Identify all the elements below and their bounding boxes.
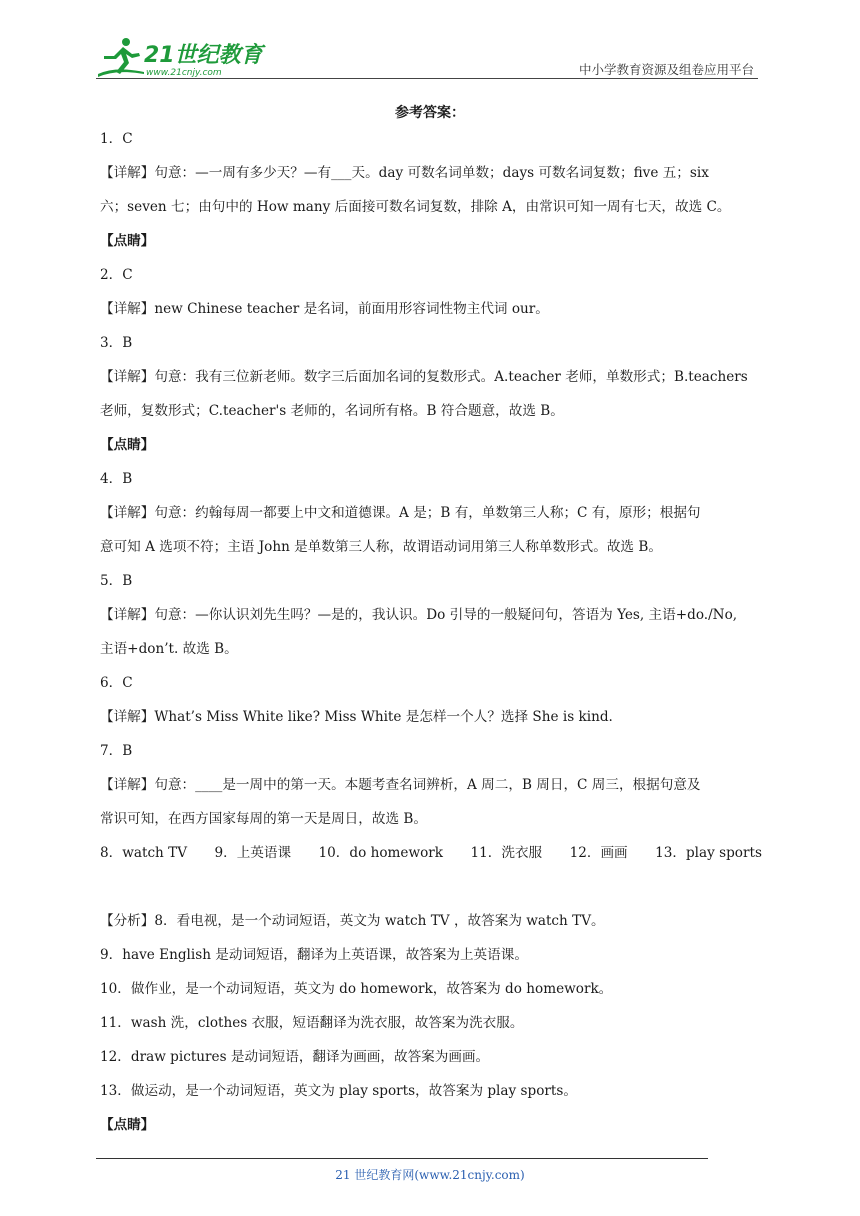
section-tag: 【详解】 [100,505,155,521]
explanation-line [100,156,762,190]
explanation-text: 句意：约翰每周一都要上中文和道德课。A 是；B 有，单数第三人称；C 有，原形；根据句 [154,505,701,521]
page-title: 参考答案： [395,105,465,121]
answer-line: 4．B [100,471,133,487]
section-tag: 【分析】 [100,913,155,929]
answer-line: 2．C [100,267,133,283]
explanation-text: new Chinese teacher 是名词，前面用形容词性物主代词 our。 [154,301,549,317]
continuation-line: 11．wash 洗，clothes 衣服，短语翻译为洗衣服，故答案为洗衣服。 [100,1015,524,1031]
explanation-line [100,598,762,632]
explanation-line [100,904,762,938]
section-tag: 【详解】 [100,301,155,317]
section-tag: 【详解】 [100,777,155,793]
continuation-line: 老师，复数形式；C.teacher's 老师的，名词所有格。B 符合题意，故选 B。 [100,403,564,419]
page-header [96,30,758,80]
section-tag: 【详解】 [100,709,155,725]
explanation-line [100,768,762,802]
explanation-text: 句意：我有三位新老师。数字三后面加名词的复数形式。A.teacher 老师，单数形式；B.teachers [154,369,748,385]
logo-url: www.21cnjy.com [146,68,222,78]
answer-content [100,122,762,1142]
answer-line: 7．B [100,743,133,759]
blank-spacer [100,870,762,904]
phrase-answers-row [100,836,762,870]
answer-line: 1．C [100,131,133,147]
continuation-line: 9．have English 是动词短语，翻译为上英语课，故答案为上英语课。 [100,947,528,963]
tip-heading [100,224,762,258]
logo-text: 21世纪教育 [144,43,263,68]
explanation-line [100,360,762,394]
continuation-line: 13．做运动，是一个动词短语，英文为 play sports，故答案为 play sports。 [100,1083,577,1099]
continuation-line: 10．做作业，是一个动词短语，英文为 do homework，故答案为 do homework。 [100,981,613,997]
header-divider [96,78,758,79]
site-logo [96,34,266,78]
section-tag: 【详解】 [100,165,155,181]
section-tag: 【详解】 [100,607,155,623]
continuation-line: 六；seven 七；由句中的 How many 后面接可数名词复数，排除 A，由常识可知一周有七天，故选 C。 [100,199,731,215]
continuation-line: 主语+don’t. 故选 B。 [100,641,238,657]
phrase-answer: 8．watch TV [100,845,188,861]
answer-line: 6．C [100,675,133,691]
explanation-text: What’s Miss White like? Miss White 是怎样一个人？选择 She is kind. [154,709,613,725]
phrase-answer: 10．do homework [318,845,444,861]
explanation-text: 8．看电视，是一个动词短语，英文为 watch TV ，故答案为 watch TV。 [154,913,605,929]
section-tag: 【点睛】 [100,1117,155,1133]
explanation-text: 句意：—一周有多少天？—有___天。day 可数名词单数；days 可数名词复数；five 五；six [154,165,709,181]
footer-text: 21 世纪教育网(www.21cnjy.com) [335,1168,525,1182]
section-tag: 【点睛】 [100,437,155,453]
answer-line: 3．B [100,335,133,351]
explanation-line [100,496,762,530]
continuation-line: 常识可知，在西方国家每周的第一天是周日，故选 B。 [100,811,427,827]
phrase-answer: 11．洗衣服 [470,845,543,861]
section-tag: 【详解】 [100,369,155,385]
explanation-text: 句意：____是一周中的第一天。本题考查名词辨析，A 周二，B 周日，C 周三，根据句意及 [154,777,701,793]
explanation-line [100,700,762,734]
answer-line: 5．B [100,573,133,589]
tip-heading [100,428,762,462]
footer-divider [96,1158,708,1159]
phrase-answer: 13．play sports [655,845,762,861]
continuation-line: 12．draw pictures 是动词短语，翻译为画画，故答案为画画。 [100,1049,490,1065]
explanation-text: 句意：—你认识刘先生吗？—是的，我认识。Do 引导的一般疑问句，答语为 Yes, 主语+do./No, [154,607,738,623]
explanation-line [100,292,762,326]
platform-name: 中小学教育资源及组卷应用平台 [578,62,754,77]
section-tag: 【点睛】 [100,233,155,249]
continuation-line: 意可知 A 选项不符；主语 John 是单数第三人称，故谓语动词用第三人称单数形式。故选 B。 [100,539,662,555]
tip-heading [100,1108,762,1142]
phrase-answer: 12．画画 [569,845,628,861]
phrase-answer: 9．上英语课 [214,845,292,861]
